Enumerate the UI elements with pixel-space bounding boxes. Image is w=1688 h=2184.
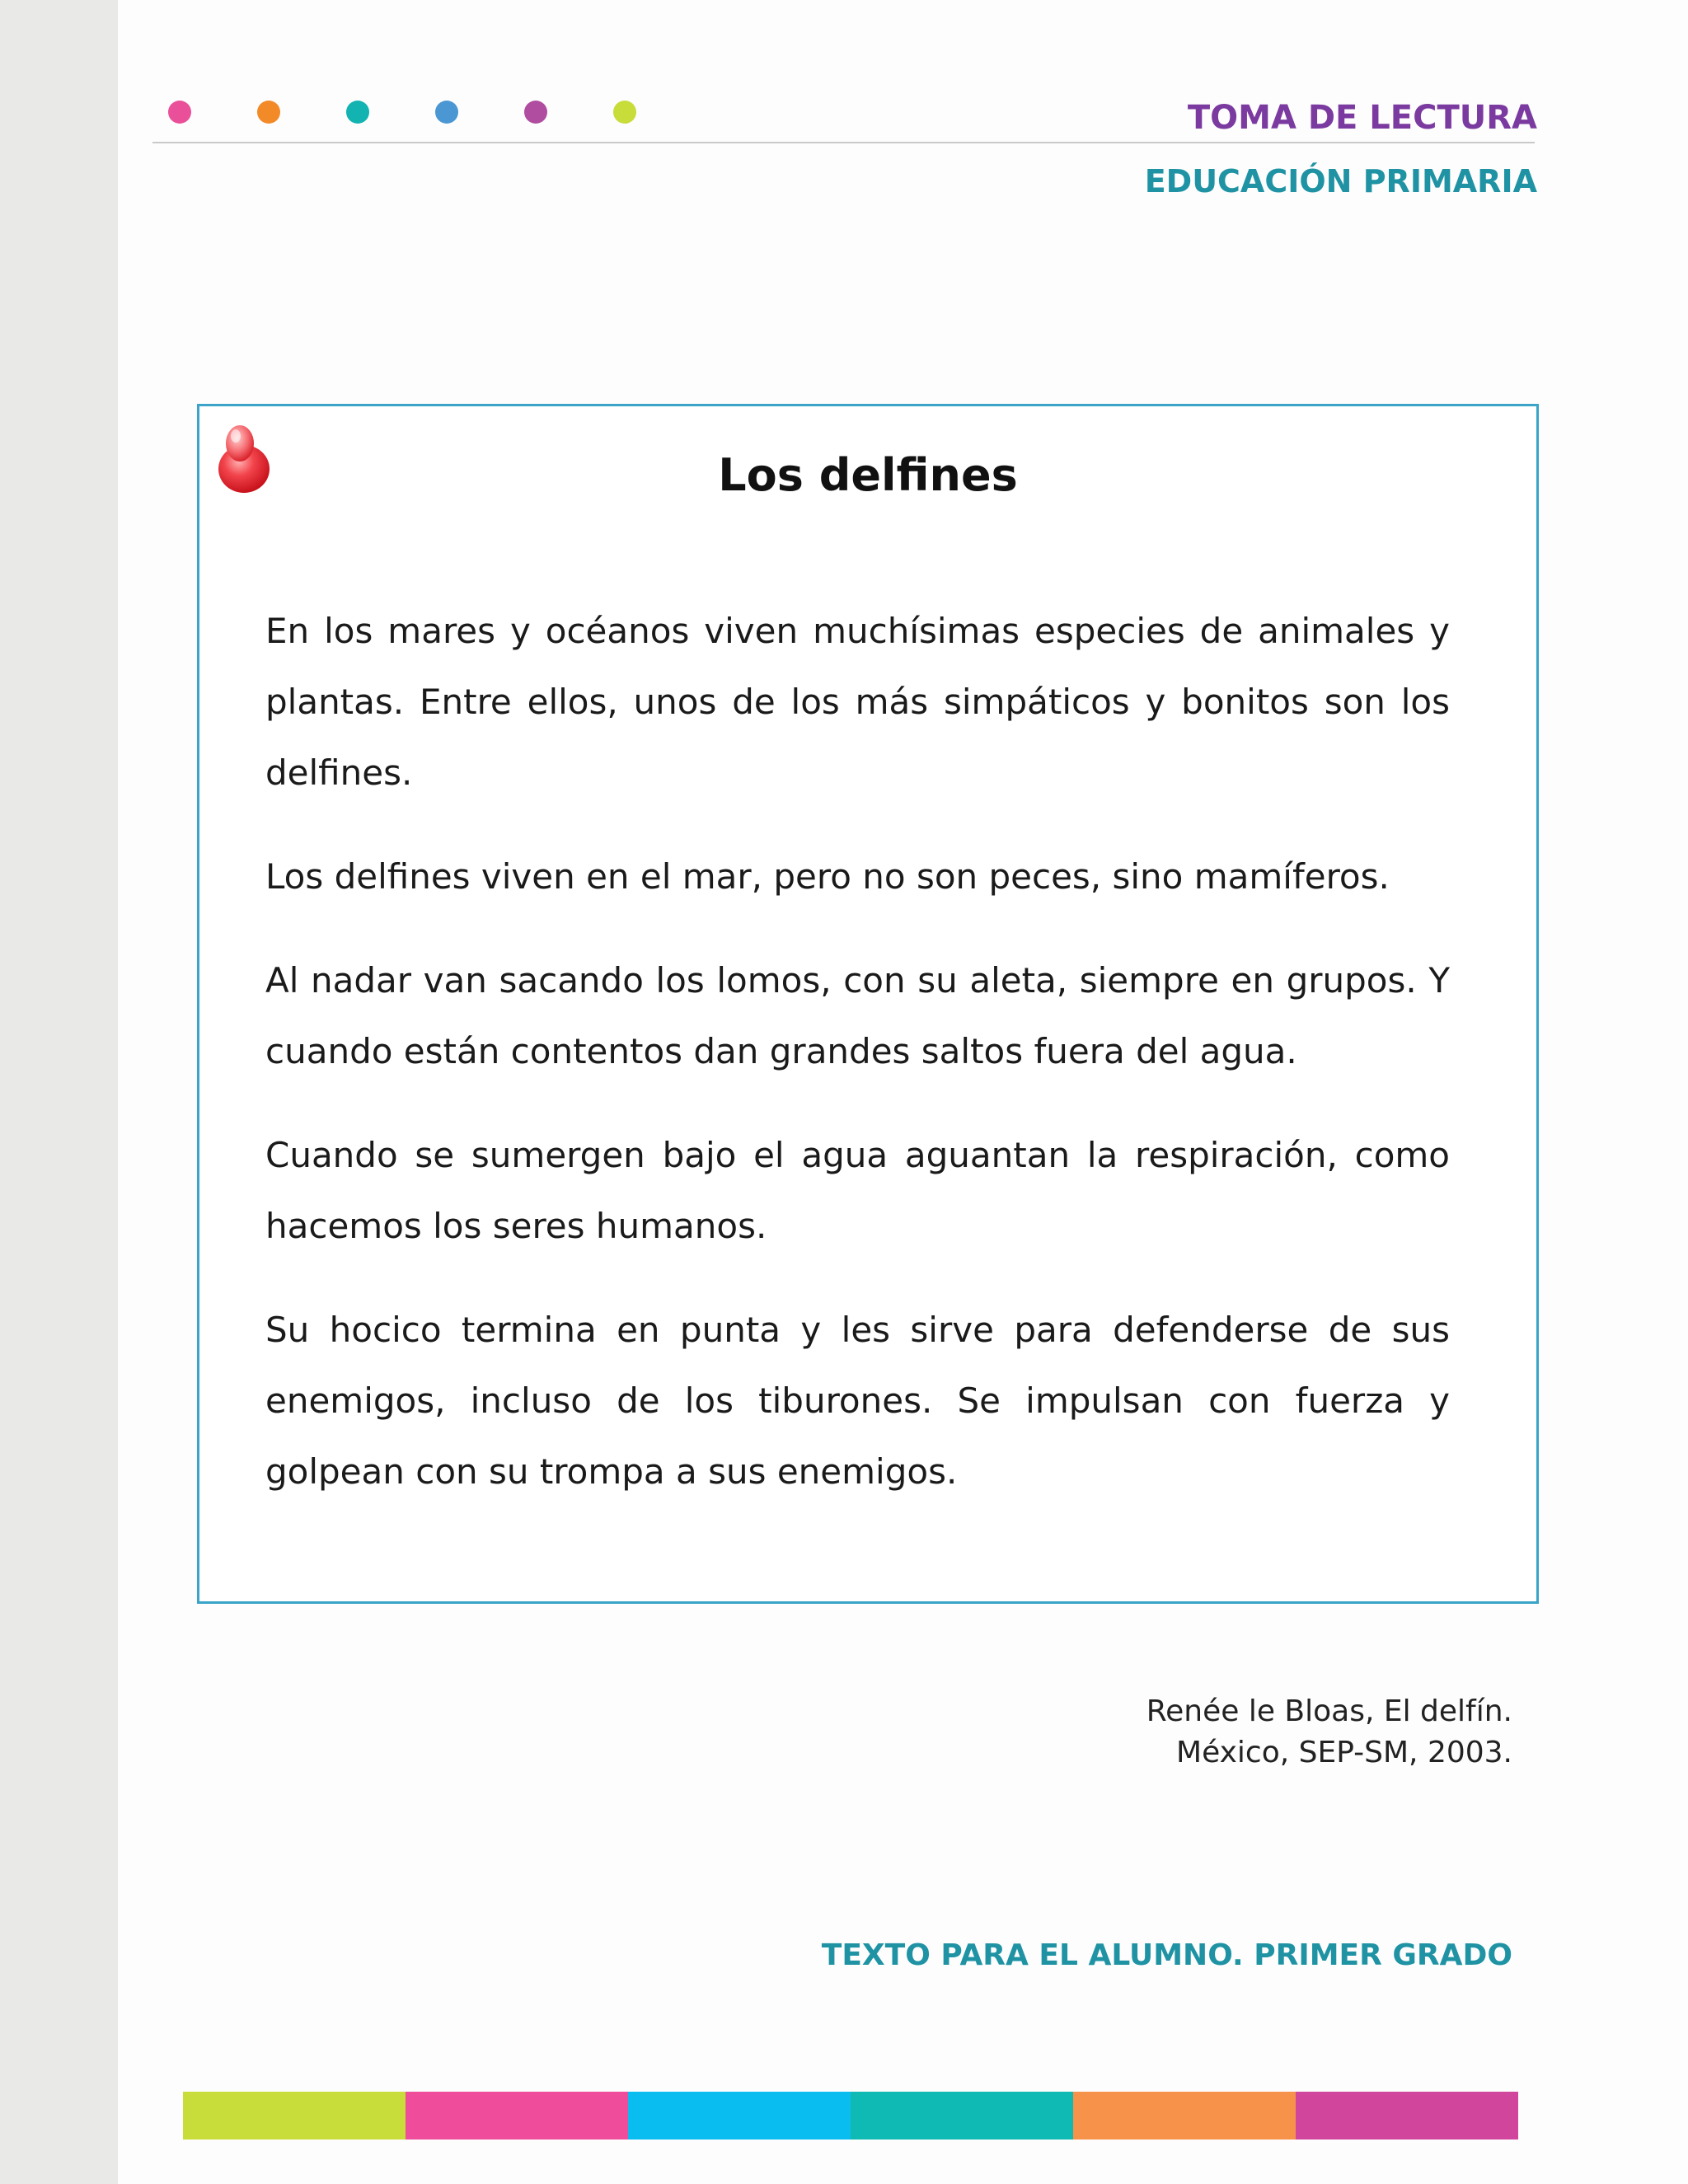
header-subtitle: EDUCACIÓN PRIMARIA bbox=[1144, 163, 1537, 199]
citation bbox=[1146, 1691, 1512, 1774]
header-divider bbox=[152, 142, 1535, 143]
footer-label: TEXTO PARA EL ALUMNO. PRIMER GRADO bbox=[821, 1938, 1512, 1972]
color-segment bbox=[851, 2092, 1073, 2139]
footer-color-bar bbox=[183, 2092, 1518, 2139]
color-segment bbox=[183, 2092, 406, 2139]
paragraph: En los mares y océanos viven muchísimas especies de animales y plantas. Entre ellos, unos de los más simpáticos y bonitos son los delfines. bbox=[265, 611, 1450, 793]
story-body bbox=[265, 596, 1450, 1540]
dot-blue bbox=[435, 101, 458, 124]
page-left-margin bbox=[0, 0, 118, 2184]
color-segment bbox=[1073, 2092, 1296, 2139]
paragraph: Al nadar van sacando los lomos, con su aleta, siempre en grupos. Y cuando están contentos dan grandes saltos fuera del agua. bbox=[265, 960, 1450, 1071]
color-segment bbox=[406, 2092, 628, 2139]
paragraph: Cuando se sumergen bajo el agua aguantan la respiración, como hacemos los seres humanos. bbox=[265, 1135, 1450, 1246]
color-segment bbox=[1296, 2092, 1518, 2139]
paragraph: Los delfines viven en el mar, pero no son peces, sino mamíferos. bbox=[265, 856, 1390, 897]
decorative-dots bbox=[168, 101, 630, 125]
dot-lime bbox=[613, 101, 636, 124]
dot-purple bbox=[524, 101, 547, 124]
color-segment bbox=[628, 2092, 851, 2139]
citation-line: México, SEP-SM, 2003. bbox=[1176, 1736, 1512, 1769]
story-title: Los delfines bbox=[718, 449, 1018, 501]
paragraph: Su hocico termina en punta y les sirve para defenderse de sus enemigos, incluso de los tiburones. Se impulsan con fuerza y golpean con su trompa a sus enemigos. bbox=[265, 1310, 1450, 1492]
dot-orange bbox=[257, 101, 280, 124]
dot-pink bbox=[168, 101, 191, 124]
dot-teal bbox=[346, 101, 369, 124]
citation-line: Renée le Bloas, El delfín. bbox=[1146, 1694, 1512, 1728]
reading-box bbox=[197, 404, 1539, 1604]
header-title: TOMA DE LECTURA bbox=[1187, 99, 1537, 137]
